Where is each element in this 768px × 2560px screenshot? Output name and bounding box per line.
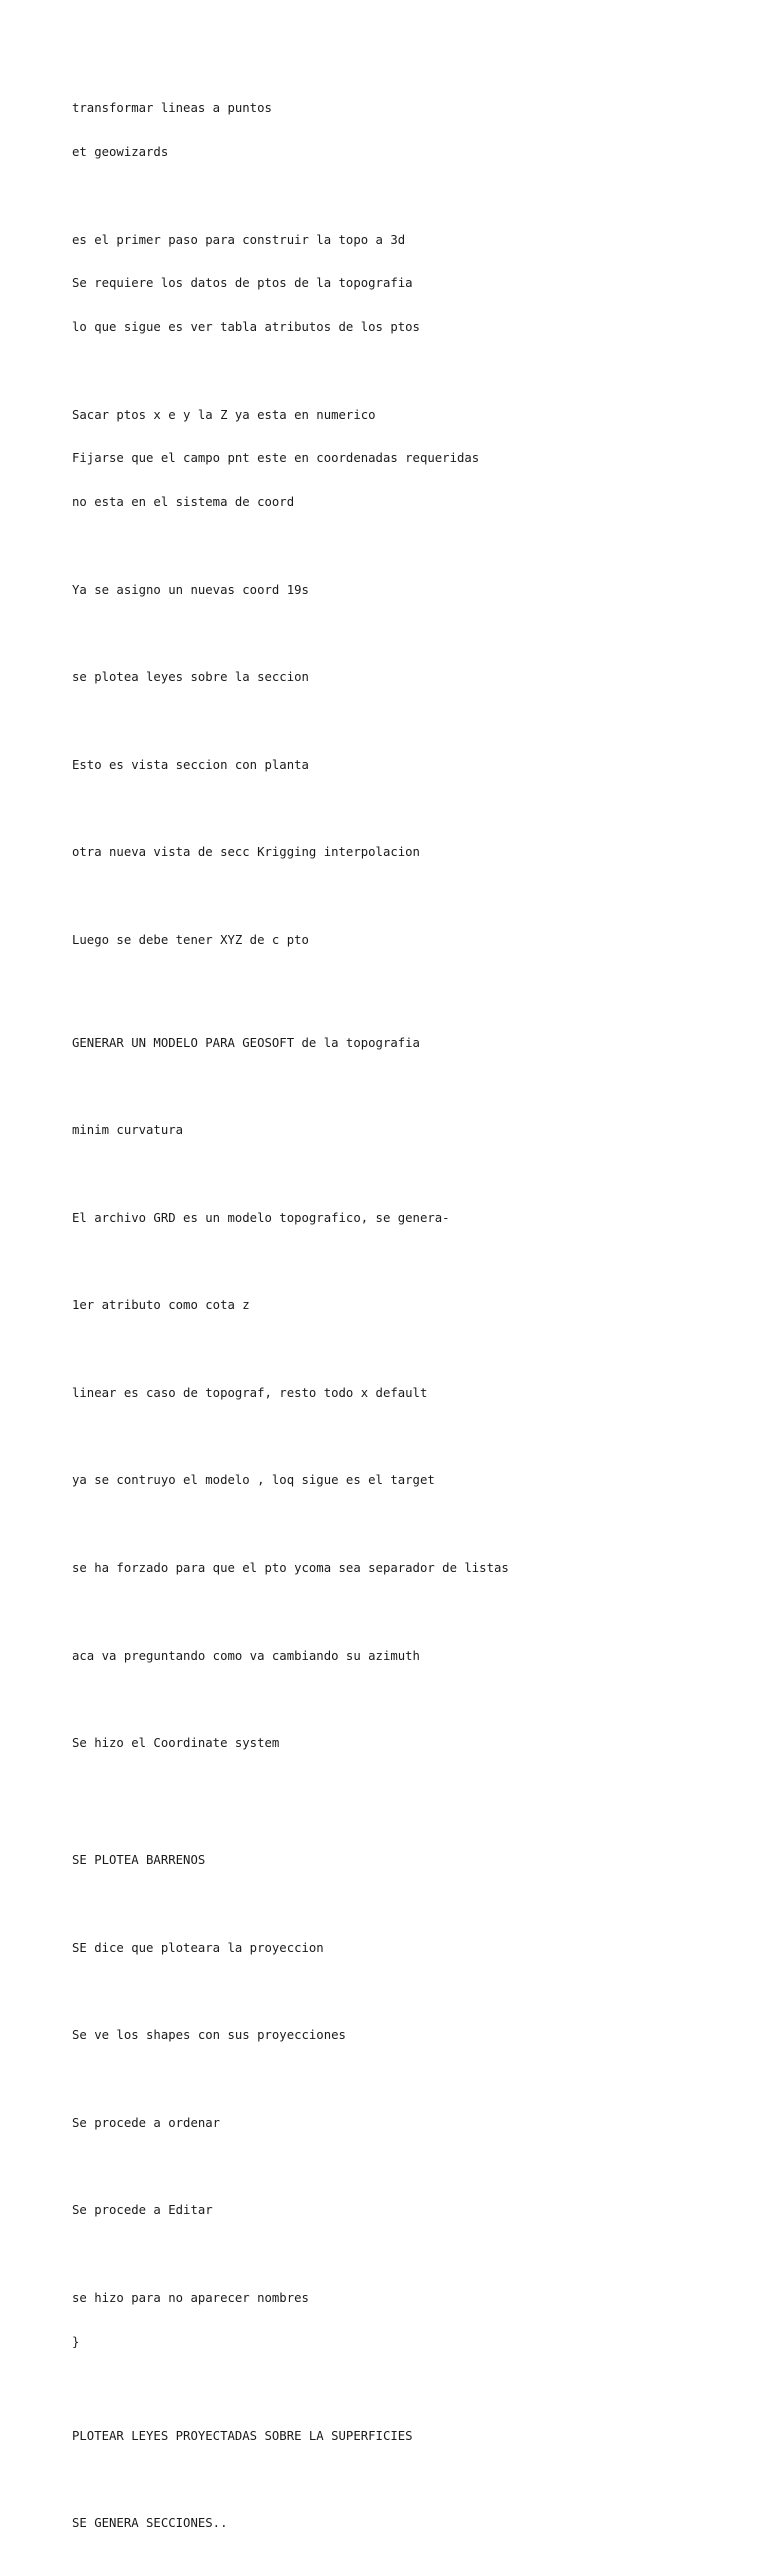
text-line: Se procede a ordenar	[72, 2115, 221, 2130]
text-line: se hizo para no aparecer nombres	[72, 2290, 309, 2305]
text-line: 1er atributo como cota z	[72, 1298, 250, 1313]
paragraph	[72, 72, 752, 189]
text-line: transformar lineas a puntos	[72, 101, 272, 116]
paragraph	[72, 1824, 752, 1897]
paragraph	[72, 1532, 752, 1605]
paragraph	[72, 1999, 752, 2072]
text-line: Esto es vista seccion con planta	[72, 757, 309, 772]
section-heading: PLOTEAR LEYES PROYECTADAS SOBRE LA SUPERFICIES	[72, 2428, 413, 2443]
paragraph	[72, 378, 752, 539]
text-line: otra nueva vista de secc Krigging interpolacion	[72, 845, 420, 860]
text-line: linear es caso de topograf, resto todo x default	[72, 1385, 428, 1400]
text-line: Luego se debe tener XYZ de c pto	[72, 933, 309, 948]
paragraph	[72, 1269, 752, 1342]
text-line: El archivo GRD es un modelo topografico, se genera-	[72, 1210, 450, 1225]
paragraph	[72, 1094, 752, 1167]
text-line: Sacar ptos x e y la Z ya esta en numerico	[72, 407, 376, 422]
text-line: Ya se asigno un nuevas coord 19s	[72, 582, 309, 597]
text-line: SE GENERA SECCIONES..	[72, 2516, 228, 2531]
paragraph	[72, 203, 752, 364]
paragraph	[72, 1444, 752, 1517]
document-body	[72, 72, 752, 2560]
text-line: Se hizo el Coordinate system	[72, 1736, 280, 1751]
paragraph	[72, 1707, 752, 1780]
text-line: Se procede a Editar	[72, 2203, 213, 2218]
paragraph	[72, 2087, 752, 2160]
paragraph	[72, 641, 752, 714]
paragraph	[72, 1182, 752, 1255]
section-heading: GENERAR UN MODELO PARA GEOSOFT de la topografia	[72, 1035, 420, 1050]
text-line: Fijarse que el campo pnt este en coordenadas requeridas	[72, 451, 480, 466]
text-line: no esta en el sistema de coord	[72, 495, 295, 510]
paragraph	[72, 1357, 752, 1430]
section-heading: SE PLOTEA BARRENOS	[72, 1853, 206, 1868]
text-line: lo que sigue es ver tabla atributos de los ptos	[72, 320, 420, 335]
text-line: se ha forzado para que el pto ycoma sea separador de listas	[72, 1560, 509, 1575]
paragraph	[72, 554, 752, 627]
text-line: es el primer paso para construir la topo a 3d	[72, 232, 406, 247]
text-line: Se ve los shapes con sus proyecciones	[72, 2028, 346, 2043]
paragraph	[72, 816, 752, 889]
paragraph	[72, 1911, 752, 1984]
text-line: et geowizards	[72, 144, 169, 159]
text-line: minim curvatura	[72, 1123, 184, 1138]
text-line: ya se contruyo el modelo , loq sigue es el target	[72, 1473, 435, 1488]
text-line: }	[72, 2334, 80, 2349]
paragraph	[72, 2487, 752, 2560]
paragraph	[72, 2262, 752, 2379]
paragraph	[72, 2399, 752, 2472]
paragraph	[72, 2174, 752, 2247]
paragraph	[72, 1619, 752, 1692]
paragraph	[72, 1006, 752, 1079]
paragraph	[72, 904, 752, 977]
text-line: aca va preguntando como va cambiando su azimuth	[72, 1648, 420, 1663]
paragraph	[72, 729, 752, 802]
text-line: SE dice que ploteara la proyeccion	[72, 1940, 324, 1955]
text-line: se plotea leyes sobre la seccion	[72, 670, 309, 685]
text-line: Se requiere los datos de ptos de la topografia	[72, 276, 413, 291]
